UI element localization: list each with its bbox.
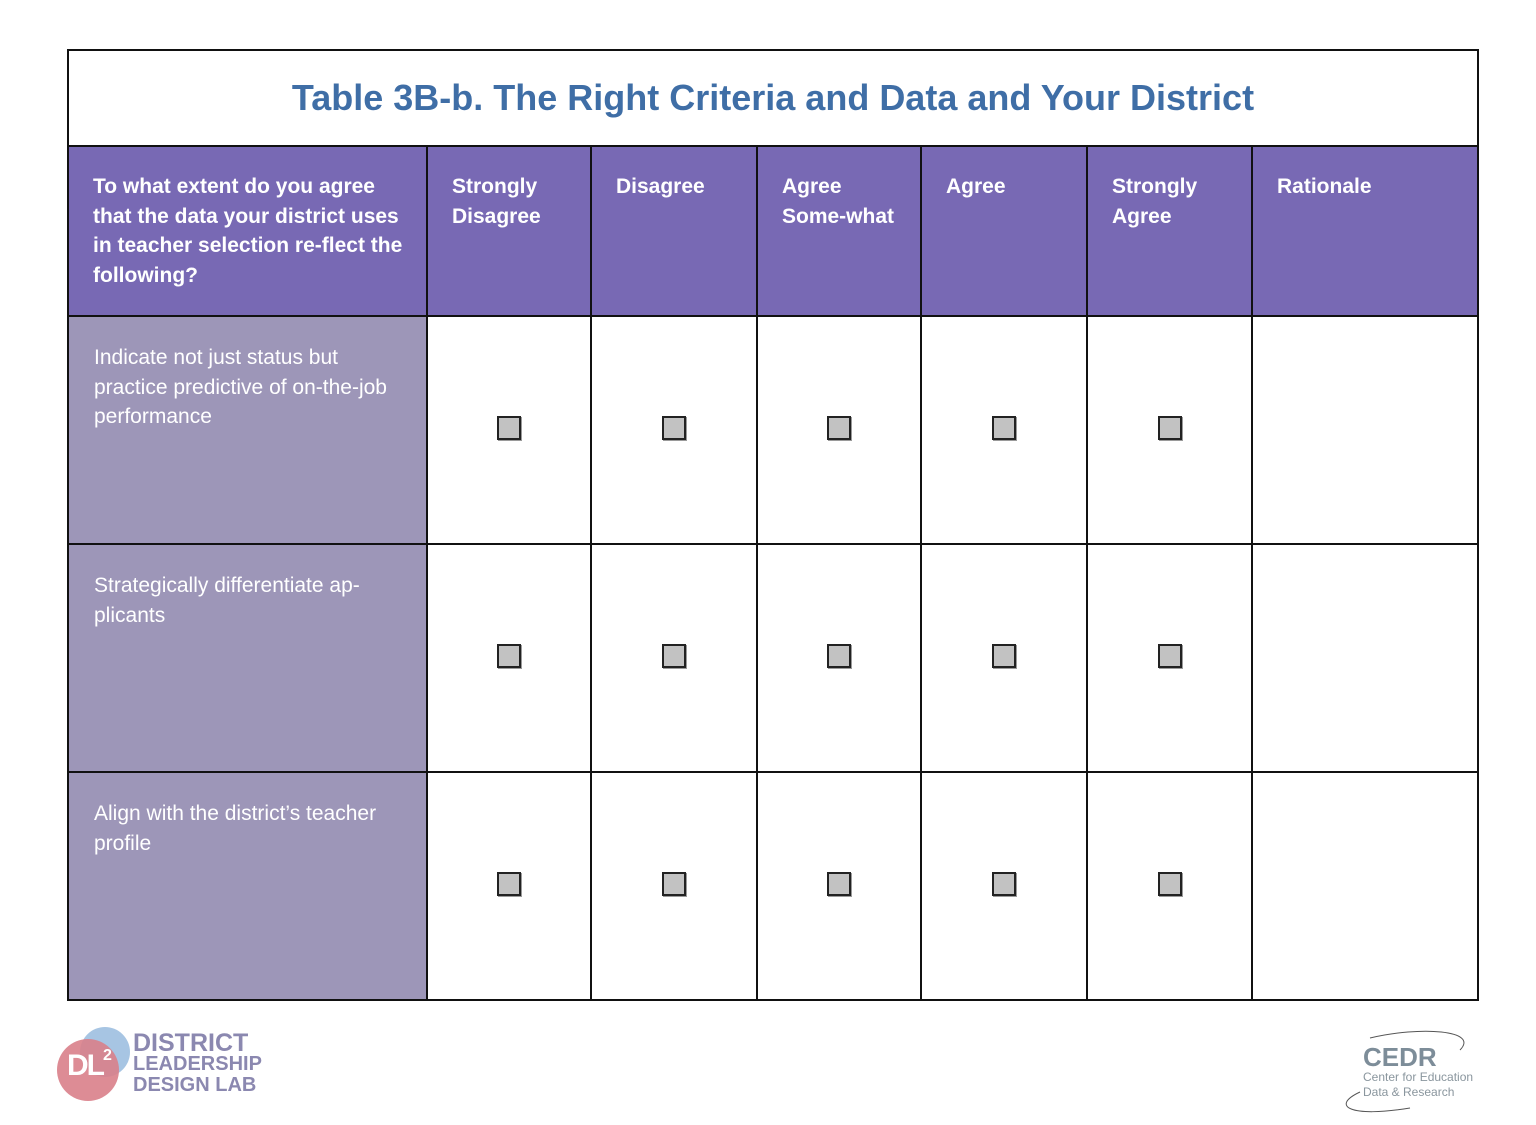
row-label: Align with the district’s teacher profile [68,772,427,1000]
cedr-subtitle: Center for Education Data & Research [1363,1070,1474,1099]
column-header-agree-somewhat: Agree Some-what [757,146,921,316]
table-row [68,772,1478,1000]
row-label: Strategically differentiate ap-plicants [68,544,427,772]
logo-wordmark: DISTRICT LEADERSHIP DESIGN LAB [133,1029,262,1096]
question-header: To what extent do you agree that the data your district uses in teacher selection re-flect the following? [68,146,427,316]
logo-mark: $DL^2$ [67,1047,110,1082]
checkbox-agree-somewhat[interactable] [827,416,851,440]
cedr-logo [1330,1028,1490,1118]
column-header-disagree: Disagree [591,146,757,316]
table-row [68,316,1478,544]
checkbox-agree[interactable] [992,644,1016,668]
checkbox-agree-somewhat[interactable] [827,644,851,668]
checkbox-strongly-disagree[interactable] [497,416,521,440]
checkbox-disagree[interactable] [662,872,686,896]
district-leadership-design-lab-logo [57,1027,277,1102]
checkbox-agree-somewhat[interactable] [827,872,851,896]
rationale-field[interactable] [1252,772,1478,1000]
checkbox-disagree[interactable] [662,644,686,668]
column-header-strongly-disagree: Strongly Disagree [427,146,591,316]
cedr-abbr: CEDR [1363,1042,1437,1072]
checkbox-strongly-agree[interactable] [1158,416,1182,440]
rationale-field[interactable] [1252,544,1478,772]
row-label: Indicate not just status but practice predictive of on-the-job performance [68,316,427,544]
checkbox-disagree[interactable] [662,416,686,440]
rationale-field[interactable] [1252,316,1478,544]
checkbox-strongly-agree[interactable] [1158,644,1182,668]
checkbox-strongly-disagree[interactable] [497,872,521,896]
column-header-rationale: Rationale [1252,146,1478,316]
column-header-strongly-agree: Strongly Agree [1087,146,1252,316]
checkbox-agree[interactable] [992,416,1016,440]
column-header-agree: Agree [921,146,1087,316]
checkbox-strongly-agree[interactable] [1158,872,1182,896]
table-row [68,544,1478,772]
checkbox-strongly-disagree[interactable] [497,644,521,668]
checkbox-agree[interactable] [992,872,1016,896]
survey-table [67,49,1479,1001]
table-title: Table 3B-b. The Right Criteria and Data and Your District [68,50,1478,146]
